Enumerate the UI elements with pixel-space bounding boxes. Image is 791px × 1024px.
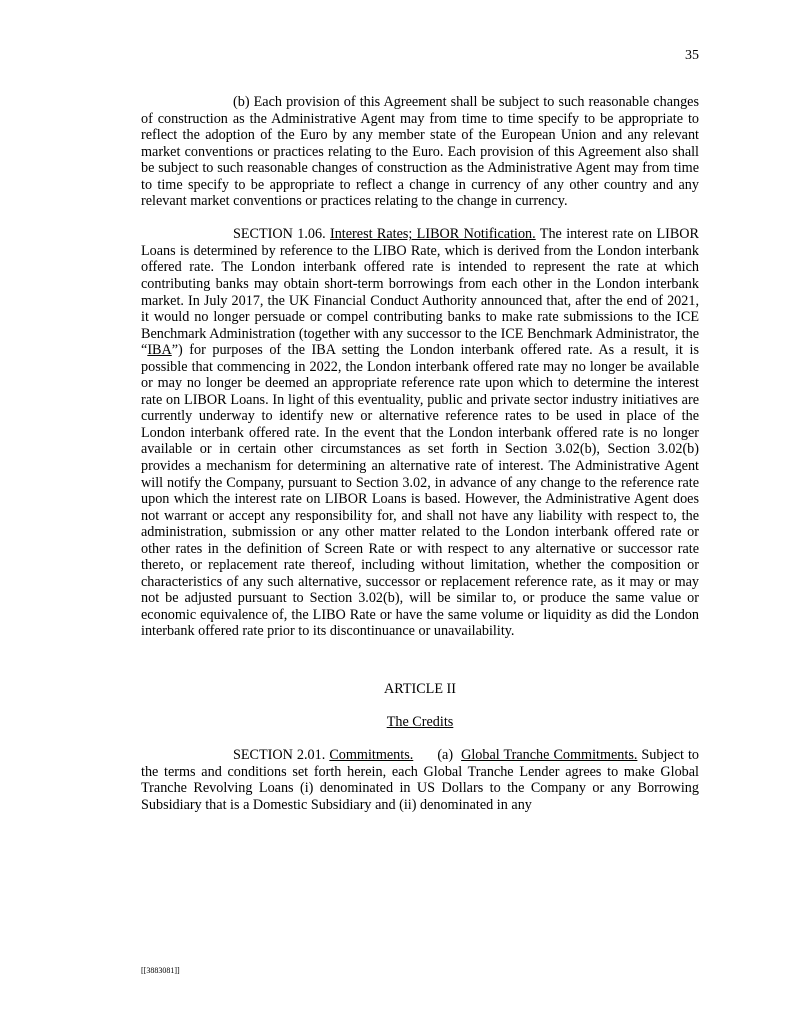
page-number: 35	[685, 48, 699, 63]
section-2-01-number: SECTION 2.01.	[233, 747, 330, 764]
section-2-01-paragraph	[141, 747, 699, 813]
heading-spacer	[141, 698, 699, 715]
defined-term-iba: IBA	[147, 342, 172, 359]
section-1-06-text-part2: ”) for purposes of the IBA setting the London interbank offered rate. As a result, it is possible that commencing in 2022, the London interbank offered rate may no longer be available or may no longer be deemed an appropriate reference rate upon which to determine the interest rate on LIBOR Loans. In light of this eventuality, public and private sector industry initiatives are currently underway to identify new or alternative reference rates to be used in place of the London interbank offered rate. In the event that the London interbank offered rate is no longer available or in certain other circumstances as set forth in Section 3.02(b), Section 3.02(b) provides a mechanism for determining an alternative rate of interest. The Administrative Agent will notify the Company, pursuant to Section 3.02, in advance of any change to the reference rate upon which the interest rate on LIBOR Loans is based. However, the Administrative Agent does not warrant or accept any responsibility for, and shall not have any liability with respect to, the administration, submission or any other matter related to the London interbank offered rate or other rates in the definition of Screen Rate or with respect to any alternative or successor rate thereto, or replacement rate thereof, including without limitation, whether the composition or characteristics of any such alternative, successor or replacement reference rate, as it may or may not be adjusted pursuant to Section 3.02(b), will be similar to, or produce the same value or economic equivalence of, the LIBO Rate or have the same volume or liquidity as did the London interbank offered rate prior to its discontinuance or unavailability.	[141, 342, 699, 640]
footer-document-id: [[3883081]]	[141, 966, 180, 975]
heading-spacer-2	[141, 731, 699, 748]
section-1-06-title: Interest Rates; LIBOR Notification.	[329, 226, 536, 243]
section-2-01-sub-title: Global Tranche Commitments.	[461, 747, 638, 764]
section-1-06-paragraph	[141, 226, 699, 640]
article-spacer	[141, 640, 699, 681]
document-body	[141, 94, 699, 813]
paragraph-spacer	[141, 210, 699, 227]
section-2-01-text: Subject to the terms and conditions set forth herein, each Global Tranche Lender agrees to make Global Tranche Revolving Loans (i) denominated in US Dollars to the Company or any Borrowing Subsidiary that is a Domestic Subsidiary and (ii) denominated in any	[141, 747, 700, 813]
article-heading: ARTICLE II	[383, 681, 457, 697]
section-1-06-number: SECTION 1.06.	[233, 226, 330, 243]
article-title	[141, 714, 699, 731]
article-title-text: The Credits	[386, 714, 454, 731]
section-2-01-sub-label: (a)	[413, 747, 462, 764]
section-1-06-text-part1: The interest rate on LIBOR Loans is determined by reference to the LIBO Rate, which is derived from the London interbank offered rate. The London interbank offered rate is intended to represent the rate at which contributing banks may obtain short-term borrowings from each other in the London interbank market. In July 2017, the UK Financial Conduct Authority announced that, after the end of 2021, it would no longer persuade or compel contributing banks to make rate submissions to the ICE Benchmark Administration (together with any successor to the ICE Benchmark Administrator, the “	[141, 226, 700, 359]
section-1-05-b-paragraph: (b) Each provision of this Agreement shall be subject to such reasonable changes of construction as the Administrative Agent may from time to time specify to be appropriate to reflect the adoption of the Euro by any member state of the European Union and any relevant market conventions or practices relating to the Euro. Each provision of this Agreement also shall be subject to such reasonable changes of construction as the Administrative Agent may from time to time specify to be appropriate to reflect a change in currency of any other country and any relevant market conventions or practices relating to the change in currency.	[141, 94, 699, 210]
section-2-01-title: Commitments.	[329, 747, 414, 764]
